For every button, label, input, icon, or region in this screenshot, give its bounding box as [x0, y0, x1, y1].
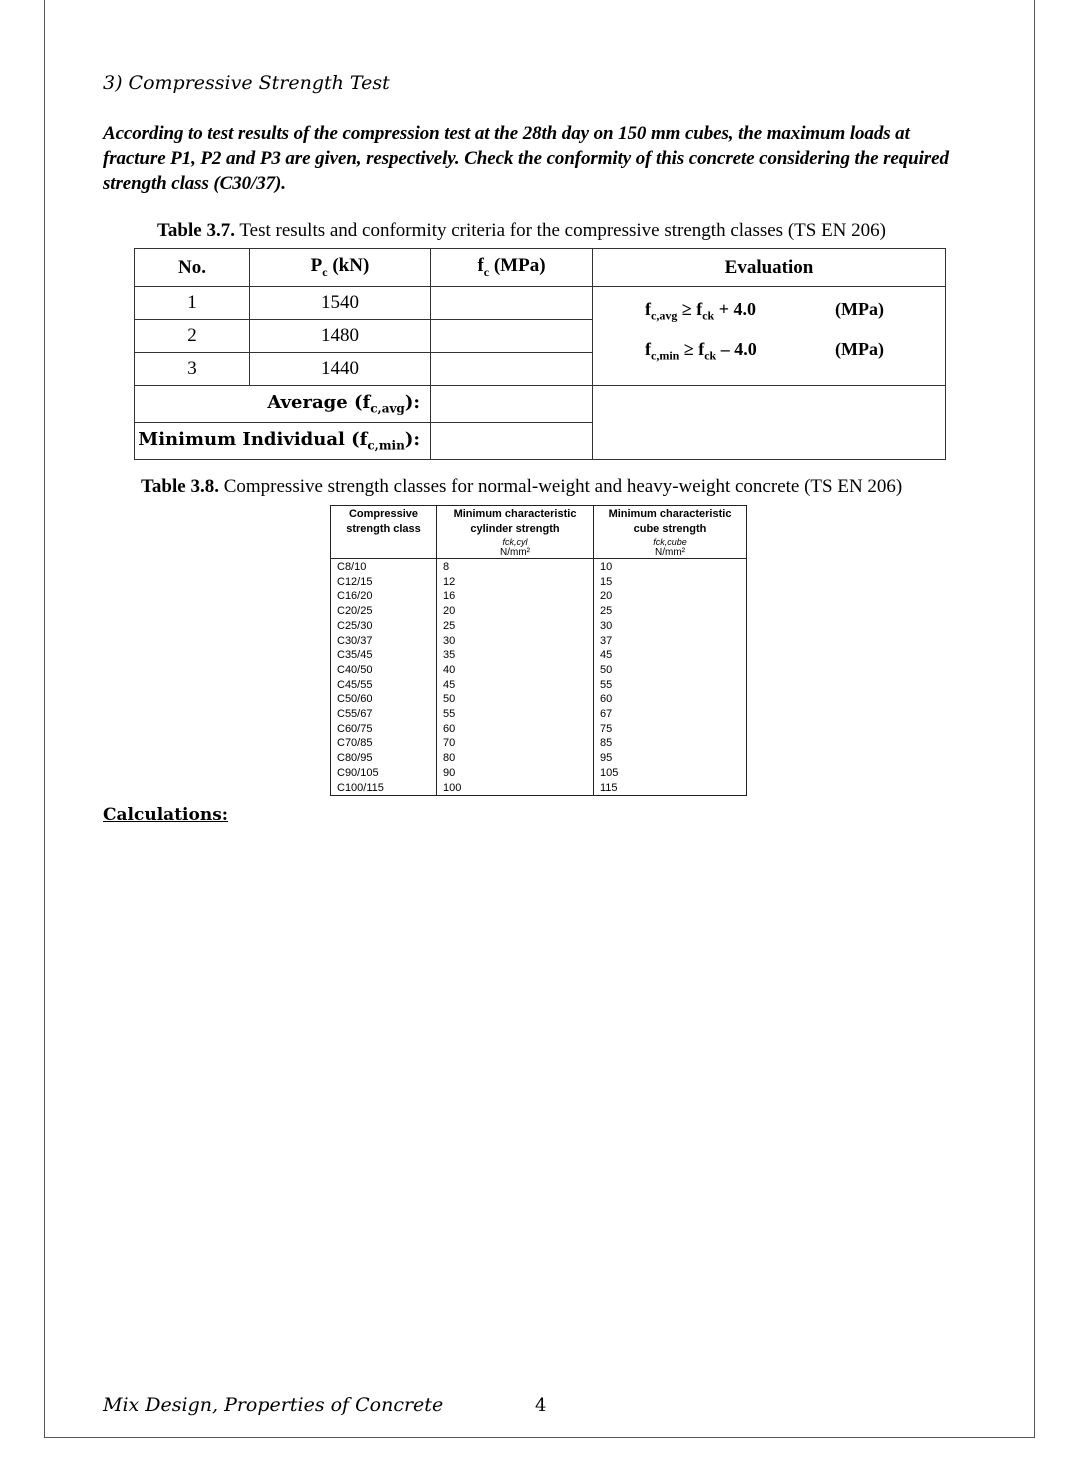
header-cylinder: Minimum characteristic cylinder strength fck,cyl N/mm² [437, 506, 594, 559]
caption-text: Compressive strength classes for normal-weight and heavy-weight concrete (TS EN 206) [218, 476, 903, 497]
class-cell: C40/50 [337, 663, 373, 676]
section-heading: 3) Compressive Strength Test [103, 72, 390, 94]
class-cell: C30/37 [337, 634, 373, 647]
header-no: No. [135, 249, 250, 287]
minimum-value[interactable] [431, 423, 593, 460]
evaluation-criteria [593, 287, 946, 386]
cube-cell: 50 [600, 663, 613, 676]
row-2-fc[interactable] [431, 320, 593, 353]
footer-title: Mix Design, Properties of Concrete [103, 1394, 444, 1416]
header-pc: $P_c$ (kN) [250, 249, 431, 287]
header-class: Compressive strength class [331, 506, 437, 559]
cylinder-cell: 25 [443, 619, 456, 632]
cube-cell: 85 [600, 737, 613, 750]
row-3-pc: 1440 [250, 353, 431, 386]
class-column [331, 559, 437, 796]
class-cell: C80/95 [337, 752, 373, 765]
class-cell: C20/25 [337, 605, 373, 618]
strength-classes-table [330, 505, 747, 796]
cylinder-cell: 40 [443, 663, 456, 676]
class-cell: C100/115 [337, 781, 384, 794]
cube-cell: 30 [600, 619, 613, 632]
row-1-fc[interactable] [431, 287, 593, 320]
cylinder-cell: 100 [443, 781, 462, 794]
cube-cell: 75 [600, 722, 613, 735]
row-3-no: 3 [135, 353, 250, 386]
cube-cell: 95 [600, 752, 613, 765]
cube-cell: 105 [600, 766, 619, 779]
cube-cell: 15 [600, 575, 613, 588]
minimum-label: Minimum Individual $(f_{c,min})$: [135, 423, 431, 460]
row-3-fc[interactable] [431, 353, 593, 386]
evaluation-result[interactable] [593, 386, 946, 460]
cube-cell: 45 [600, 649, 613, 662]
header-fc: $f_c$ (MPa) [431, 249, 593, 287]
cylinder-cell: 60 [443, 722, 456, 735]
criterion-minimum: $f_{c,min} \ge f_{ck} - 4.0$ (MPa) [645, 339, 884, 363]
cube-cell: 115 [600, 781, 618, 794]
cylinder-cell: 50 [443, 693, 456, 706]
cylinder-cell: 80 [443, 752, 456, 765]
criterion-unit: (MPa) [835, 299, 884, 319]
cylinder-unit: N/mm² [500, 547, 530, 558]
row-2-no: 2 [135, 320, 250, 353]
caption-label: Table 3.7. [157, 220, 235, 241]
class-cell: C16/20 [337, 590, 373, 603]
class-cell: C12/15 [337, 575, 373, 588]
cylinder-cell: 35 [443, 649, 456, 662]
class-cell: C70/85 [337, 737, 373, 750]
cube-unit: N/mm² [655, 547, 685, 558]
cube-cell: 55 [600, 678, 613, 691]
criterion-average: $f_{c,avg} \ge f_{ck} + 4.0$ (MPa) [645, 299, 884, 323]
cube-cell: 20 [600, 590, 613, 603]
row-1-pc: 1540 [250, 287, 431, 320]
average-value[interactable] [431, 386, 593, 423]
class-cell: C25/30 [337, 619, 373, 632]
class-cell: C8/10 [337, 561, 367, 573]
cube-cell: 37 [600, 634, 613, 647]
cylinder-cell: 30 [443, 634, 456, 647]
average-label: Average $(f_{c,avg})$: [135, 386, 431, 423]
header-evaluation: Evaluation [593, 249, 946, 287]
caption-label: Table 3.8. [141, 476, 219, 497]
cube-cell: 60 [600, 693, 613, 706]
table-3-7-caption [157, 220, 886, 242]
calculations-label: Calculations: [103, 805, 229, 825]
test-results-table [134, 248, 946, 460]
cube-symbol: fck,cube [653, 537, 687, 547]
cube-cell: 10 [600, 561, 613, 573]
class-cell: C90/105 [337, 766, 379, 779]
cylinder-cell: 8 [443, 561, 450, 573]
header-cube: Minimum characteristic cube strength fck,cube N/mm² [594, 506, 747, 559]
cylinder-cell: 45 [443, 678, 456, 691]
class-cell: C60/75 [337, 722, 373, 735]
cylinder-column [437, 559, 594, 796]
caption-text: Test results and conformity criteria for the compressive strength classes (TS EN 206) [234, 220, 886, 241]
class-cell: C55/67 [337, 708, 373, 721]
cube-cell: 67 [600, 708, 613, 721]
row-2-pc: 1480 [250, 320, 431, 353]
cylinder-cell: 16 [443, 590, 456, 603]
cylinder-cell: 55 [443, 708, 456, 721]
class-cell: C50/60 [337, 693, 373, 706]
criterion-unit: (MPa) [835, 339, 884, 359]
class-cell: C45/55 [337, 678, 373, 691]
cylinder-symbol: fck,cyl [502, 537, 528, 547]
cylinder-cell: 20 [443, 605, 456, 618]
cube-cell: 25 [600, 605, 613, 618]
table-3-8-caption [141, 476, 902, 498]
cube-column [594, 559, 747, 796]
cylinder-cell: 12 [443, 575, 456, 588]
cylinder-cell: 90 [443, 766, 456, 779]
cylinder-cell: 70 [443, 737, 456, 750]
row-1-no: 1 [135, 287, 250, 320]
page-number: 4 [535, 1395, 547, 1416]
problem-statement: According to test results of the compression test at the 28th day on 150 mm cubes, the maximum loads at fracture P1, P2 and P3 are given, respectively. Check the conformity of this concrete considering the required strength class (C30/37). [103, 123, 949, 194]
class-cell: C35/45 [337, 649, 373, 662]
